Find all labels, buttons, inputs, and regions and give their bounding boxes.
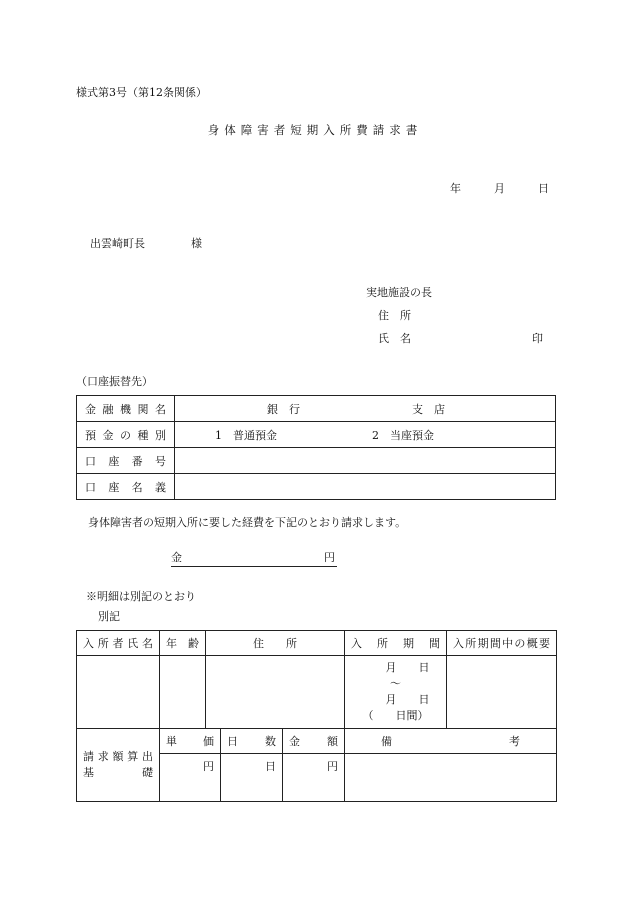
bank-account-table <box>76 395 556 500</box>
addressee-name: 出雲崎町長 <box>90 237 145 250</box>
sender-block <box>366 281 543 350</box>
type-label: 預金の種別 <box>77 422 175 448</box>
institution-label: 金融機関名 <box>77 396 175 422</box>
detail-note: ※明細は別記のとおり <box>86 590 196 603</box>
header-summary: 入所期間中の概要 <box>447 631 557 656</box>
header-address: 住 所 <box>206 631 345 656</box>
resident-name-cell[interactable] <box>77 656 160 729</box>
header-name: 入所者氏名 <box>77 631 160 656</box>
basis-label-line2: 基礎 <box>83 766 153 779</box>
header-remarks: 備 考 <box>345 729 557 754</box>
date-day: 日 <box>538 182 549 195</box>
document-title: 身体障害者短期入所費請求書 <box>207 123 423 137</box>
age-cell[interactable] <box>160 656 206 729</box>
unit-yen-1: 円 <box>203 760 214 773</box>
detail-data-row <box>77 656 557 729</box>
type-option-ordinary: 1 普通預金 <box>215 428 277 442</box>
unit-yen-2: 円 <box>327 760 338 773</box>
bank-row-number <box>77 448 556 474</box>
account-number-field[interactable] <box>175 448 556 474</box>
amount-prefix: 金 <box>171 551 182 564</box>
sender-org: 実地施設の長 <box>366 286 432 299</box>
date-line <box>450 180 549 196</box>
period-end: 月 日 <box>385 693 430 706</box>
period-cell[interactable] <box>345 656 447 729</box>
header-unit-price: 単 価 <box>160 729 221 754</box>
type-value[interactable] <box>175 422 556 448</box>
detail-header-row <box>77 631 557 656</box>
unit-price-cell[interactable] <box>160 754 221 802</box>
header-days: 日 数 <box>221 729 283 754</box>
bank-suffix: 銀 行 <box>267 402 300 416</box>
basis-label-cell <box>77 729 160 802</box>
addressee <box>90 235 202 251</box>
number-label: 口座番号 <box>77 448 175 474</box>
basis-label-line1: 請求額算出 <box>83 750 153 763</box>
date-month: 月 <box>494 182 505 195</box>
summary-cell[interactable] <box>447 656 557 729</box>
claim-statement: 身体障害者の短期入所に要した経費を下記のとおり請求します。 <box>88 516 407 529</box>
detail-table <box>76 630 557 802</box>
sender-name-label: 氏 名 <box>378 332 411 345</box>
header-period: 入 所 期 間 <box>345 631 447 656</box>
institution-value[interactable] <box>175 396 556 422</box>
account-holder-field[interactable] <box>175 474 556 500</box>
type-option-current: 2 当座預金 <box>372 428 434 442</box>
sender-address-label: 住 所 <box>378 309 411 322</box>
holder-label: 口座名義 <box>77 474 175 500</box>
bank-row-type <box>77 422 556 448</box>
remarks-cell[interactable] <box>345 754 557 802</box>
bank-row-holder <box>77 474 556 500</box>
claim-amount-line[interactable] <box>171 549 337 567</box>
appendix-label: 別記 <box>98 610 120 623</box>
form-number: 様式第3号（第12条関係） <box>76 86 207 99</box>
period-start: 月 日 <box>385 661 430 674</box>
basis-header-row <box>77 729 557 754</box>
bank-row-institution <box>77 396 556 422</box>
period-tilde: 〜 <box>390 677 401 690</box>
header-age: 年 齢 <box>160 631 206 656</box>
date-year: 年 <box>450 182 461 195</box>
unit-day: 日 <box>265 760 276 773</box>
addressee-honorific: 様 <box>191 237 202 250</box>
period-days: （ 日間） <box>362 709 429 722</box>
amount-unit: 円 <box>324 551 335 564</box>
branch-suffix: 支 店 <box>412 402 445 416</box>
address-cell[interactable] <box>206 656 345 729</box>
seal-mark: 印 <box>532 332 543 345</box>
header-amount: 金 額 <box>283 729 345 754</box>
days-cell[interactable] <box>221 754 283 802</box>
amount-cell[interactable] <box>283 754 345 802</box>
bank-heading: （口座振替先） <box>76 375 153 388</box>
